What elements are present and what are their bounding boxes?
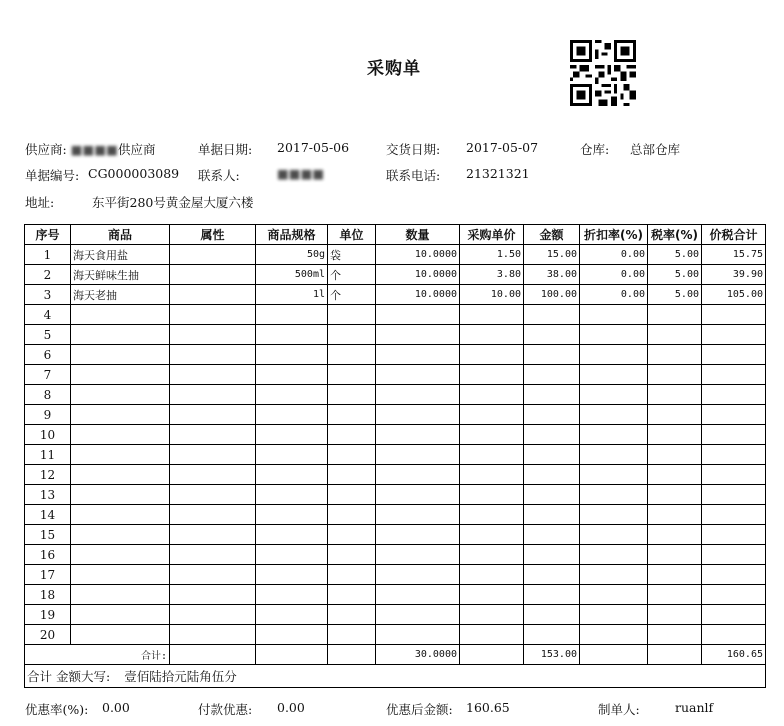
cell-price <box>460 465 524 485</box>
cell-no: 15 <box>25 525 71 545</box>
cell-unit <box>328 625 376 645</box>
table-row <box>25 605 766 625</box>
column-header: 属性 <box>170 225 256 245</box>
cell-price <box>460 325 524 345</box>
date-value: 2017-05-06 <box>277 140 350 155</box>
payment-discount-value: 0.00 <box>277 700 305 715</box>
cell-no: 7 <box>25 365 71 385</box>
cell-item: 海天食用盐 <box>71 245 170 265</box>
cell-attr <box>170 445 256 465</box>
number-label: 单据编号: <box>25 168 80 183</box>
cell-total <box>702 445 766 465</box>
phone-label: 联系电话: <box>386 168 441 183</box>
cell-unit <box>328 425 376 445</box>
cell-attr <box>170 365 256 385</box>
table-row <box>25 305 766 325</box>
cell-spec: 1l <box>256 285 328 305</box>
cell-spec <box>256 405 328 425</box>
cell-discount <box>580 485 648 505</box>
cell-tax <box>648 605 702 625</box>
cell-item <box>71 325 170 345</box>
cell-spec <box>256 605 328 625</box>
cell-attr <box>170 505 256 525</box>
cell-amount <box>524 545 580 565</box>
cell-total <box>702 365 766 385</box>
cell-price <box>460 585 524 605</box>
cell-amount <box>524 445 580 465</box>
cell-tax <box>648 565 702 585</box>
column-header: 商品 <box>71 225 170 245</box>
cell-unit <box>328 385 376 405</box>
column-header: 序号 <box>25 225 71 245</box>
cell-discount: 0.00 <box>580 285 648 305</box>
table-row <box>25 245 766 265</box>
cell-spec: 500ml <box>256 265 328 285</box>
cell-price <box>460 345 524 365</box>
cell-amount: 38.00 <box>524 265 580 285</box>
items-table <box>24 224 766 688</box>
cell-tax: 5.00 <box>648 265 702 285</box>
maker-label: 制单人: <box>598 702 640 717</box>
total-label: 合计: <box>25 645 170 665</box>
number-value: CG000003089 <box>88 166 180 181</box>
cell-tax <box>648 485 702 505</box>
cell-no: 8 <box>25 385 71 405</box>
cell-unit <box>328 545 376 565</box>
cell-amount <box>524 485 580 505</box>
cell-tax: 5.00 <box>648 285 702 305</box>
cell-price: 3.80 <box>460 265 524 285</box>
cell-discount <box>580 565 648 585</box>
cell-qty <box>376 325 460 345</box>
table-row <box>25 285 766 305</box>
cell-attr <box>170 525 256 545</box>
supplier-name-redacted: ■■■■ <box>70 142 118 157</box>
column-header: 折扣率(%) <box>580 225 648 245</box>
cell-attr <box>170 625 256 645</box>
cell-tax <box>648 365 702 385</box>
cell-item <box>71 625 170 645</box>
total-empty-cell <box>580 645 648 665</box>
cell-item <box>71 345 170 365</box>
cell-total <box>702 505 766 525</box>
discount-rate-value: 0.00 <box>102 700 130 715</box>
cell-attr <box>170 305 256 325</box>
amount-in-words-label: 合计 金额大写: <box>27 669 111 684</box>
cell-total <box>702 405 766 425</box>
total-empty-cell <box>170 645 256 665</box>
cell-spec <box>256 345 328 365</box>
phone-value: 21321321 <box>466 166 530 181</box>
maker-value: ruanlf <box>675 700 714 715</box>
table-header-row <box>25 225 766 245</box>
cell-unit: 个 <box>328 285 376 305</box>
totals-row <box>25 645 766 665</box>
table-row <box>25 425 766 445</box>
cell-qty <box>376 405 460 425</box>
cell-qty <box>376 465 460 485</box>
column-header: 数量 <box>376 225 460 245</box>
cell-price <box>460 525 524 545</box>
cell-tax <box>648 305 702 325</box>
warehouse-label: 仓库: <box>580 142 610 157</box>
cell-price <box>460 485 524 505</box>
cell-attr <box>170 385 256 405</box>
cell-item <box>71 565 170 585</box>
cell-discount <box>580 305 648 325</box>
cell-no: 11 <box>25 445 71 465</box>
cell-attr <box>170 285 256 305</box>
cell-tax <box>648 545 702 565</box>
cell-qty <box>376 625 460 645</box>
address-label: 地址: <box>25 195 55 210</box>
table-row <box>25 505 766 525</box>
cell-attr <box>170 265 256 285</box>
cell-qty <box>376 425 460 445</box>
table-row <box>25 265 766 285</box>
cell-total <box>702 525 766 545</box>
cell-attr <box>170 245 256 265</box>
cell-qty <box>376 445 460 465</box>
cell-no: 1 <box>25 245 71 265</box>
cell-discount <box>580 585 648 605</box>
cell-no: 3 <box>25 285 71 305</box>
total-amount: 153.00 <box>524 645 580 665</box>
cell-total <box>702 625 766 645</box>
cell-amount: 15.00 <box>524 245 580 265</box>
cell-spec <box>256 305 328 325</box>
cell-unit: 袋 <box>328 245 376 265</box>
cell-no: 18 <box>25 585 71 605</box>
cell-attr <box>170 345 256 365</box>
cell-price <box>460 405 524 425</box>
table-row <box>25 565 766 585</box>
cell-unit <box>328 445 376 465</box>
cell-discount <box>580 525 648 545</box>
cell-no: 20 <box>25 625 71 645</box>
cell-amount <box>524 425 580 445</box>
table-row <box>25 585 766 605</box>
cell-qty <box>376 505 460 525</box>
cell-attr <box>170 605 256 625</box>
cell-tax <box>648 345 702 365</box>
cell-attr <box>170 425 256 445</box>
supplier-field: 供应商: ■■■■供应商 <box>25 142 156 157</box>
column-header: 价税合计 <box>702 225 766 245</box>
cell-spec <box>256 585 328 605</box>
cell-qty <box>376 365 460 385</box>
cell-total <box>702 585 766 605</box>
cell-total <box>702 345 766 365</box>
cell-amount <box>524 305 580 325</box>
cell-item: 海天老抽 <box>71 285 170 305</box>
cell-price <box>460 505 524 525</box>
cell-tax <box>648 625 702 645</box>
cell-amount <box>524 525 580 545</box>
cell-spec <box>256 485 328 505</box>
cell-total: 39.90 <box>702 265 766 285</box>
cell-qty: 10.0000 <box>376 245 460 265</box>
cell-unit <box>328 485 376 505</box>
cell-discount: 0.00 <box>580 265 648 285</box>
cell-qty <box>376 525 460 545</box>
cell-discount <box>580 405 648 425</box>
table-row <box>25 465 766 485</box>
cell-total <box>702 425 766 445</box>
cell-total <box>702 305 766 325</box>
cell-attr <box>170 465 256 485</box>
cell-no: 16 <box>25 545 71 565</box>
cell-qty <box>376 385 460 405</box>
cell-no: 13 <box>25 485 71 505</box>
cell-spec <box>256 445 328 465</box>
cell-tax <box>648 425 702 445</box>
cell-total <box>702 545 766 565</box>
cell-discount <box>580 325 648 345</box>
cell-attr <box>170 485 256 505</box>
cell-amount <box>524 605 580 625</box>
cell-price <box>460 565 524 585</box>
cell-tax <box>648 385 702 405</box>
cell-qty <box>376 485 460 505</box>
amount-in-words <box>25 665 766 688</box>
cell-total <box>702 485 766 505</box>
cell-item <box>71 605 170 625</box>
table-row <box>25 525 766 545</box>
cell-amount <box>524 565 580 585</box>
cell-unit <box>328 325 376 345</box>
cell-no: 5 <box>25 325 71 345</box>
cell-item <box>71 485 170 505</box>
cell-amount <box>524 365 580 385</box>
table-row <box>25 365 766 385</box>
cell-price <box>460 545 524 565</box>
cell-tax <box>648 465 702 485</box>
cell-amount <box>524 465 580 485</box>
cell-unit <box>328 465 376 485</box>
table-row <box>25 325 766 345</box>
column-header: 单位 <box>328 225 376 245</box>
cell-amount <box>524 385 580 405</box>
cell-tax <box>648 585 702 605</box>
cell-discount <box>580 625 648 645</box>
cell-spec <box>256 545 328 565</box>
cell-unit <box>328 365 376 385</box>
cell-amount <box>524 585 580 605</box>
table-row <box>25 405 766 425</box>
cell-tax: 5.00 <box>648 245 702 265</box>
cell-discount <box>580 505 648 525</box>
total-empty-cell <box>648 645 702 665</box>
contact-value-redacted: ■■■■ <box>277 166 325 181</box>
total-sum: 160.65 <box>702 645 766 665</box>
cell-spec <box>256 505 328 525</box>
cell-item: 海天鲜味生抽 <box>71 265 170 285</box>
cell-spec <box>256 565 328 585</box>
cell-no: 9 <box>25 405 71 425</box>
cell-item <box>71 385 170 405</box>
cell-price <box>460 305 524 325</box>
cell-item <box>71 585 170 605</box>
cell-no: 17 <box>25 565 71 585</box>
cell-unit <box>328 345 376 365</box>
cell-item <box>71 545 170 565</box>
cell-price <box>460 625 524 645</box>
cell-qty <box>376 585 460 605</box>
delivery-value: 2017-05-07 <box>466 140 539 155</box>
cell-item <box>71 365 170 385</box>
cell-qty <box>376 605 460 625</box>
cell-item <box>71 525 170 545</box>
cell-tax <box>648 325 702 345</box>
cell-unit: 个 <box>328 265 376 285</box>
cell-tax <box>648 405 702 425</box>
cell-no: 19 <box>25 605 71 625</box>
cell-unit <box>328 565 376 585</box>
table-row <box>25 345 766 365</box>
cell-total: 15.75 <box>702 245 766 265</box>
cell-total: 105.00 <box>702 285 766 305</box>
cell-price <box>460 425 524 445</box>
cell-qty <box>376 305 460 325</box>
cell-item <box>71 425 170 445</box>
cell-attr <box>170 585 256 605</box>
cell-discount <box>580 545 648 565</box>
table-row <box>25 485 766 505</box>
amount-in-words-value: 壹佰陆拾元陆角伍分 <box>124 669 237 684</box>
cell-total <box>702 565 766 585</box>
cell-amount <box>524 505 580 525</box>
after-discount-value: 160.65 <box>466 700 510 715</box>
cell-qty <box>376 565 460 585</box>
column-header: 采购单价 <box>460 225 524 245</box>
discount-rate-label: 优惠率(%): <box>25 702 89 717</box>
cell-unit <box>328 525 376 545</box>
cell-discount: 0.00 <box>580 245 648 265</box>
qr-code-icon <box>570 40 636 106</box>
cell-attr <box>170 325 256 345</box>
supplier-value: 供应商 <box>117 142 156 157</box>
cell-spec <box>256 525 328 545</box>
cell-qty <box>376 545 460 565</box>
cell-item <box>71 405 170 425</box>
cell-price <box>460 385 524 405</box>
cell-no: 10 <box>25 425 71 445</box>
cell-unit <box>328 605 376 625</box>
cell-discount <box>580 345 648 365</box>
cell-discount <box>580 365 648 385</box>
cell-total <box>702 385 766 405</box>
cell-discount <box>580 445 648 465</box>
cell-unit <box>328 505 376 525</box>
cell-total <box>702 605 766 625</box>
after-discount-label: 优惠后金额: <box>386 702 453 717</box>
cell-attr <box>170 565 256 585</box>
total-empty-cell <box>460 645 524 665</box>
cell-no: 14 <box>25 505 71 525</box>
cell-spec <box>256 365 328 385</box>
cell-no: 4 <box>25 305 71 325</box>
cell-price <box>460 365 524 385</box>
cell-total <box>702 465 766 485</box>
cell-unit <box>328 405 376 425</box>
total-empty-cell <box>328 645 376 665</box>
column-header: 税率(%) <box>648 225 702 245</box>
cell-spec <box>256 625 328 645</box>
cell-no: 6 <box>25 345 71 365</box>
delivery-label: 交货日期: <box>386 142 441 157</box>
cell-attr <box>170 545 256 565</box>
cell-tax <box>648 525 702 545</box>
cell-price: 1.50 <box>460 245 524 265</box>
cell-spec <box>256 385 328 405</box>
payment-discount-label: 付款优惠: <box>198 702 253 717</box>
table-row <box>25 385 766 405</box>
cell-item <box>71 465 170 485</box>
address-value: 东平街280号黄金屋大厦六楼 <box>92 195 254 210</box>
cell-spec <box>256 425 328 445</box>
cell-qty: 10.0000 <box>376 265 460 285</box>
cell-spec <box>256 325 328 345</box>
cell-discount <box>580 465 648 485</box>
cell-tax <box>648 505 702 525</box>
table-row <box>25 445 766 465</box>
cell-amount <box>524 625 580 645</box>
cell-qty <box>376 345 460 365</box>
cell-price <box>460 445 524 465</box>
cell-spec: 50g <box>256 245 328 265</box>
contact-label: 联系人: <box>198 168 240 183</box>
cell-item <box>71 305 170 325</box>
cell-amount <box>524 405 580 425</box>
cell-total <box>702 325 766 345</box>
cell-discount <box>580 605 648 625</box>
column-header: 金额 <box>524 225 580 245</box>
table-row <box>25 625 766 645</box>
cell-unit <box>328 305 376 325</box>
cell-attr <box>170 405 256 425</box>
amount-in-words-row <box>25 665 766 688</box>
table-row <box>25 545 766 565</box>
cell-no: 2 <box>25 265 71 285</box>
cell-spec <box>256 465 328 485</box>
total-empty-cell <box>256 645 328 665</box>
column-header: 商品规格 <box>256 225 328 245</box>
cell-amount <box>524 325 580 345</box>
document-title: 采购单 <box>367 59 421 79</box>
cell-discount <box>580 425 648 445</box>
cell-qty: 10.0000 <box>376 285 460 305</box>
cell-price: 10.00 <box>460 285 524 305</box>
cell-tax <box>648 445 702 465</box>
cell-price <box>460 605 524 625</box>
cell-discount <box>580 385 648 405</box>
warehouse-value: 总部仓库 <box>630 142 681 157</box>
cell-unit <box>328 585 376 605</box>
total-qty: 30.0000 <box>376 645 460 665</box>
cell-amount: 100.00 <box>524 285 580 305</box>
cell-item <box>71 505 170 525</box>
cell-no: 12 <box>25 465 71 485</box>
date-label: 单据日期: <box>198 142 253 157</box>
cell-amount <box>524 345 580 365</box>
cell-item <box>71 445 170 465</box>
